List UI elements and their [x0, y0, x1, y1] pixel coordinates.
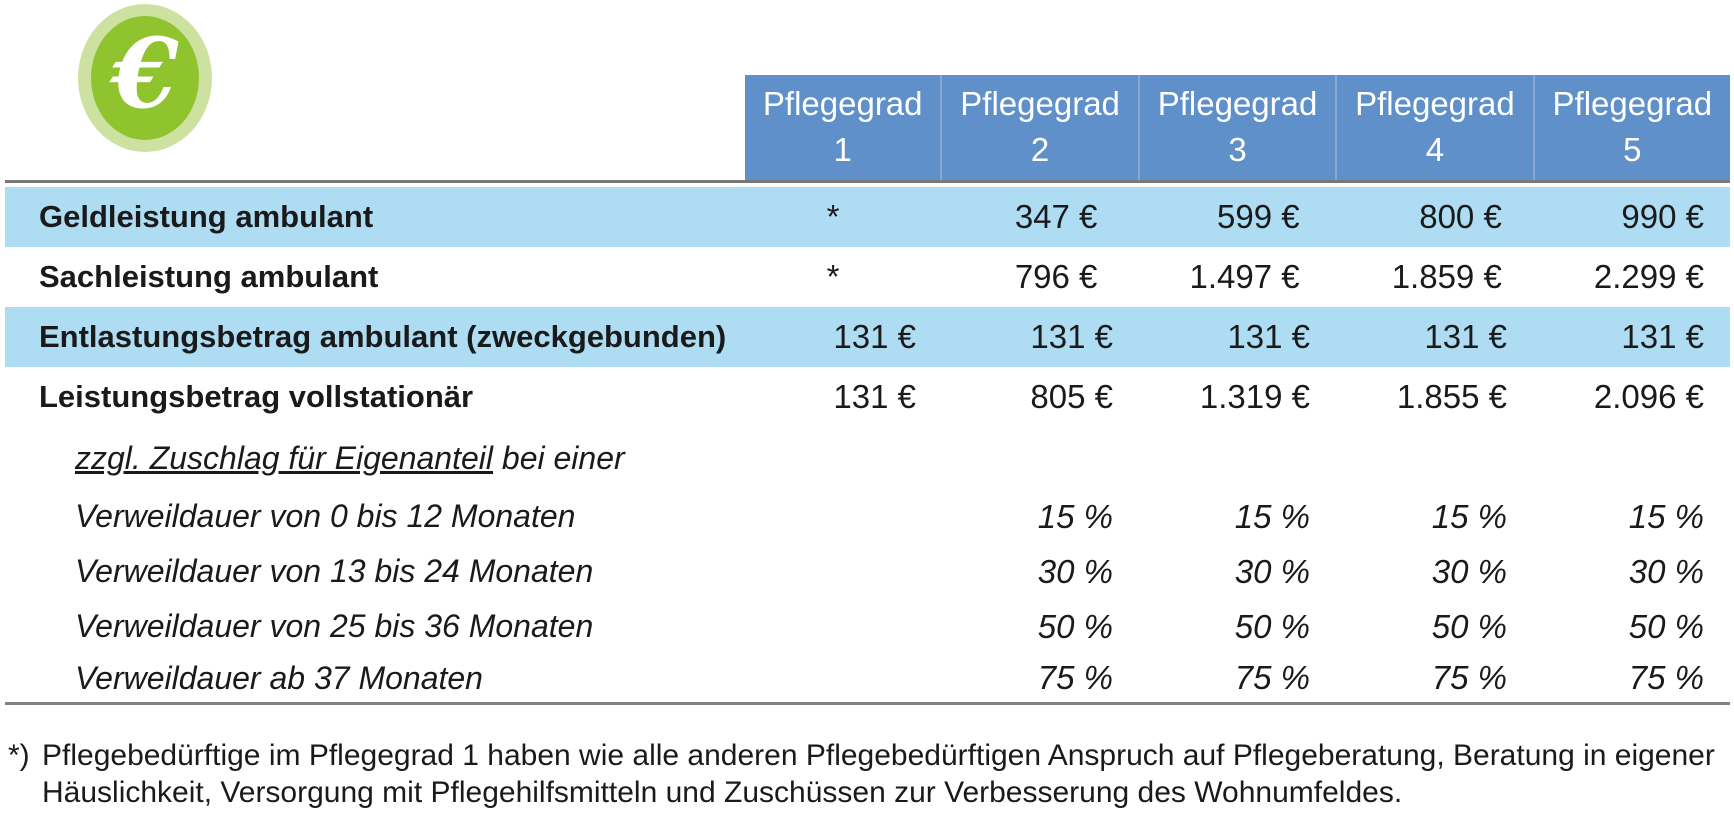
- value-cell: 796 €: [1014, 258, 1098, 295]
- header-number: 3: [1228, 131, 1247, 168]
- value-cell: 131 €: [833, 318, 916, 355]
- row-label: Leistungsbetrag vollstationär: [39, 379, 474, 414]
- row-leistungsbetrag-vollstationaer: [5, 367, 1730, 427]
- header-label: Pflegegrad: [1157, 85, 1318, 122]
- value-cell: 1.859 €: [1391, 258, 1502, 295]
- row-verweildauer-ab-37: [5, 654, 1730, 702]
- value-cell: 15 %: [1037, 497, 1113, 535]
- value-cell: 50 %: [1037, 607, 1113, 645]
- value-cell: 75 %: [1628, 659, 1704, 696]
- row-label: Verweildauer ab 37 Monaten: [75, 659, 483, 696]
- value-cell: 131 €: [1227, 318, 1310, 355]
- header-label: Pflegegrad: [762, 85, 923, 122]
- row-geldleistung-ambulant: [5, 187, 1730, 247]
- value-cell: 30 %: [1234, 552, 1310, 590]
- value-cell: 347 €: [1014, 198, 1098, 235]
- row-verweildauer-13-24: [5, 544, 1730, 599]
- value-cell: 800 €: [1419, 198, 1502, 235]
- row-label-rest: bei einer: [493, 439, 625, 476]
- footnote-line-1: Pflegebedürftige im Pflegegrad 1 haben wie alle anderen Pflegebedürftigen Anspruch auf Pflegeberatung, Beratung in eigener: [42, 739, 1715, 772]
- table-header-row: [5, 75, 1730, 180]
- row-zuschlag-eigenanteil: [5, 427, 1730, 489]
- value-cell: 75 %: [1234, 659, 1310, 696]
- row-sachleistung-ambulant: [5, 247, 1730, 307]
- header-columns: [745, 75, 1730, 180]
- row-label: Verweildauer von 25 bis 36 Monaten: [75, 608, 594, 644]
- value-cell: 2.096 €: [1593, 378, 1704, 415]
- value-cell: 131 €: [1621, 318, 1704, 355]
- value-cell: 15 %: [1628, 497, 1704, 535]
- row-label: Geldleistung ambulant: [39, 199, 374, 234]
- header-spacer: [5, 75, 745, 180]
- header-cell-pflegegrad-1: [745, 75, 940, 180]
- value-cell: 50 %: [1234, 607, 1310, 645]
- value-cell: 30 %: [1037, 552, 1113, 590]
- header-number: 2: [1030, 131, 1050, 168]
- row-verweildauer-0-12: [5, 489, 1730, 544]
- value-cell: 75 %: [1431, 659, 1507, 696]
- value-cell: 30 %: [1431, 552, 1507, 590]
- value-cell: *: [826, 258, 840, 295]
- value-cell: 30 %: [1628, 552, 1704, 590]
- value-cell: 131 €: [1030, 318, 1113, 355]
- value-cell: 15 %: [1234, 497, 1310, 535]
- value-cell: 599 €: [1217, 198, 1300, 235]
- value-cell: 131 €: [833, 378, 916, 415]
- value-cell: 50 %: [1628, 607, 1704, 645]
- header-label: Pflegegrad: [960, 85, 1120, 122]
- header-cell-pflegegrad-3: [1138, 75, 1335, 180]
- benefits-table: [5, 75, 1730, 705]
- value-cell: 1.497 €: [1189, 258, 1300, 295]
- value-cell: 990 €: [1621, 198, 1705, 235]
- value-cell: 75 %: [1037, 659, 1113, 696]
- footnote-text: [42, 737, 1715, 811]
- header-number: 1: [833, 131, 852, 168]
- row-verweildauer-25-36: [5, 599, 1730, 654]
- row-label: Entlastungsbetrag ambulant (zweckgebunden): [39, 319, 727, 354]
- header-number: 5: [1623, 131, 1642, 168]
- footnote-line-2: Häuslichkeit, Versorgung mit Pflegehilfsmitteln und Zuschüssen zur Verbesserung des Wohnumfeldes.: [42, 776, 1403, 809]
- value-cell: 805 €: [1030, 378, 1113, 415]
- header-cell-pflegegrad-2: [940, 75, 1137, 180]
- row-label: Sachleistung ambulant: [39, 259, 379, 294]
- euro-symbol: €: [111, 17, 179, 130]
- table-body: [5, 180, 1730, 705]
- value-cell: 131 €: [1424, 318, 1507, 355]
- value-cell: 1.319 €: [1199, 378, 1310, 415]
- value-cell: 2.299 €: [1593, 258, 1705, 295]
- value-cell: 50 %: [1431, 607, 1507, 645]
- value-cell: *: [826, 198, 840, 235]
- footnote-marker: *): [8, 739, 30, 772]
- header-label: Pflegegrad: [1355, 85, 1515, 122]
- footnote: [8, 737, 1715, 811]
- header-number: 4: [1425, 131, 1445, 168]
- row-label: Verweildauer von 0 bis 12 Monaten: [75, 498, 576, 534]
- header-cell-pflegegrad-4: [1335, 75, 1532, 180]
- row-label: [5, 440, 745, 477]
- value-cell: 1.855 €: [1396, 378, 1507, 415]
- header-label: Pflegegrad: [1552, 85, 1713, 122]
- header-cell-pflegegrad-5: [1533, 75, 1730, 180]
- row-label: Verweildauer von 13 bis 24 Monaten: [75, 553, 594, 589]
- row-entlastungsbetrag-ambulant: [5, 307, 1730, 367]
- value-cell: 15 %: [1431, 497, 1507, 535]
- row-label-underlined: zzgl. Zuschlag für Eigenanteil: [75, 439, 493, 476]
